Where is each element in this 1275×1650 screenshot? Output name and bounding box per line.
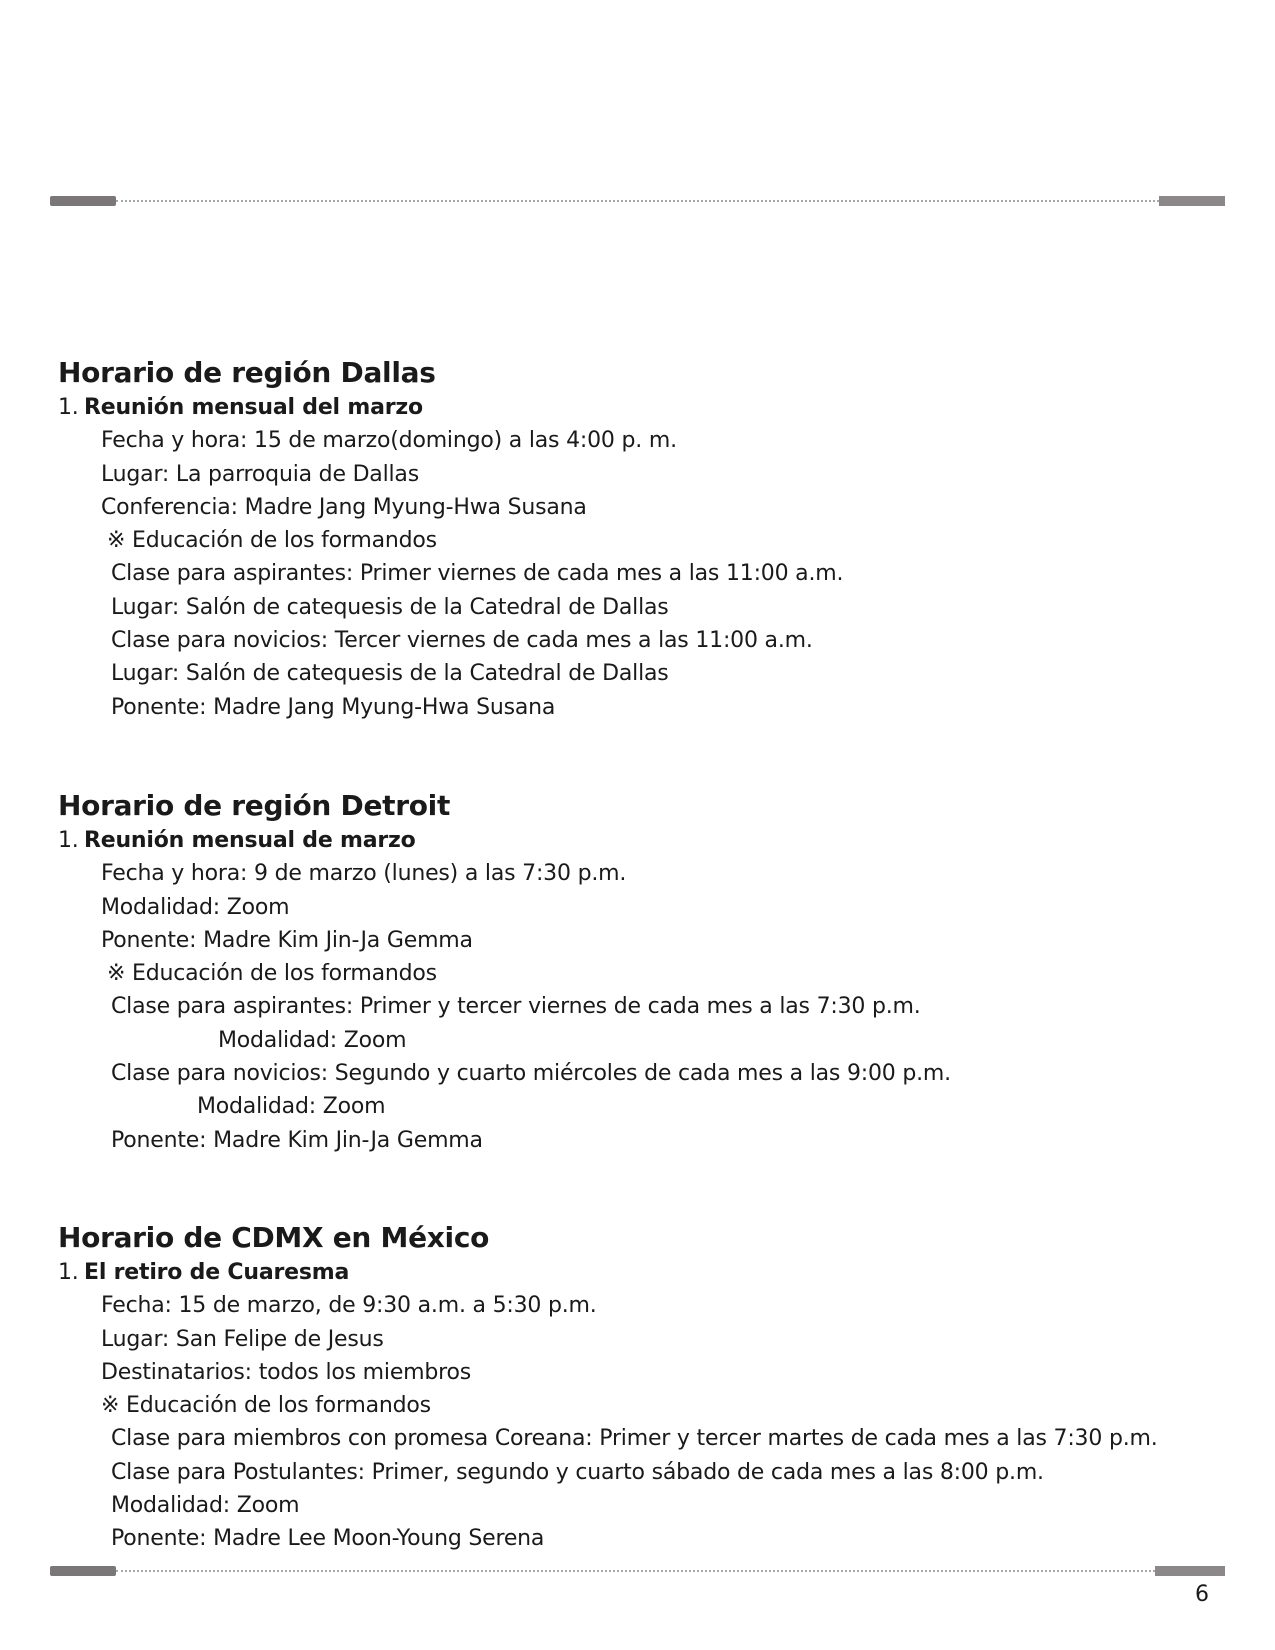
item-number: 1. [58,828,79,853]
divider-dotted-line [116,200,1159,202]
page-number: 6 [1195,1582,1209,1607]
item-title: Reunión mensual del marzo [84,395,423,420]
detail-line: Lugar: La parroquia de Dallas [101,461,419,487]
schedule-item [58,1256,1218,1289]
formation-note: ※ Educación de los formandos [101,1393,431,1419]
formation-line: Clase para aspirantes: Primer y tercer viernes de cada mes a las 7:30 p.m. [111,994,921,1020]
item-title: Reunión mensual de marzo [84,828,416,853]
bottom-divider [50,1565,1225,1577]
formation-line: Clase para miembros con promesa Coreana: Primer y tercer martes de cada mes a las 7:30 p.m. [111,1426,1158,1452]
section-cdmx [58,1220,1218,1556]
detail-line: Fecha y hora: 15 de marzo(domingo) a las 4:00 p. m. [101,428,677,454]
detail-line: Destinatarios: todos los miembros [101,1359,472,1385]
formation-line: Clase para Postulantes: Primer, segundo y cuarto sábado de cada mes a las 8:00 p.m. [111,1459,1044,1485]
top-divider [50,195,1225,207]
formation-line: Clase para novicios: Tercer viernes de cada mes a las 11:00 a.m. [111,628,813,654]
divider-right-bar [1155,1566,1225,1576]
formation-note: ※ Educación de los formandos [107,528,437,554]
section-heading: Horario de región Dallas [58,356,436,389]
formation-line: Modalidad: Zoom [111,1493,300,1519]
section-dallas [58,355,1218,724]
divider-left-bar [50,1566,116,1576]
item-title: El retiro de Cuaresma [84,1260,350,1285]
formation-line: Modalidad: Zoom [197,1094,386,1120]
formation-line: Ponente: Madre Jang Myung-Hwa Susana [111,694,556,720]
detail-line: Fecha: 15 de marzo, de 9:30 a.m. a 5:30 p.m. [101,1293,597,1319]
section-heading: Horario de CDMX en México [58,1221,490,1254]
formation-line: Ponente: Madre Lee Moon-Young Serena [111,1526,545,1552]
divider-left-bar [50,196,116,206]
formation-line: Modalidad: Zoom [218,1027,407,1053]
divider-right-bar [1159,196,1225,206]
formation-line: Lugar: Salón de catequesis de la Catedral de Dallas [111,661,669,687]
section-heading: Horario de región Detroit [58,789,451,822]
formation-note: ※ Educación de los formandos [107,961,437,987]
detail-line: Ponente: Madre Kim Jin-Ja Gemma [101,927,473,953]
detail-line: Modalidad: Zoom [101,894,290,920]
divider-dotted-line [116,1570,1159,1572]
schedule-item [58,391,1218,424]
detail-line: Lugar: San Felipe de Jesus [101,1326,384,1352]
formation-line: Clase para novicios: Segundo y cuarto miércoles de cada mes a las 9:00 p.m. [111,1061,951,1087]
formation-line: Lugar: Salón de catequesis de la Catedral de Dallas [111,594,669,620]
item-number: 1. [58,395,79,420]
formation-line: Ponente: Madre Kim Jin-Ja Gemma [111,1127,483,1153]
detail-line: Fecha y hora: 9 de marzo (lunes) a las 7:30 p.m. [101,861,627,887]
schedule-item [58,824,1218,857]
item-number: 1. [58,1260,79,1285]
section-detroit [58,788,1218,1157]
formation-line: Clase para aspirantes: Primer viernes de cada mes a las 11:00 a.m. [111,561,844,587]
detail-line: Conferencia: Madre Jang Myung-Hwa Susana [101,494,587,520]
